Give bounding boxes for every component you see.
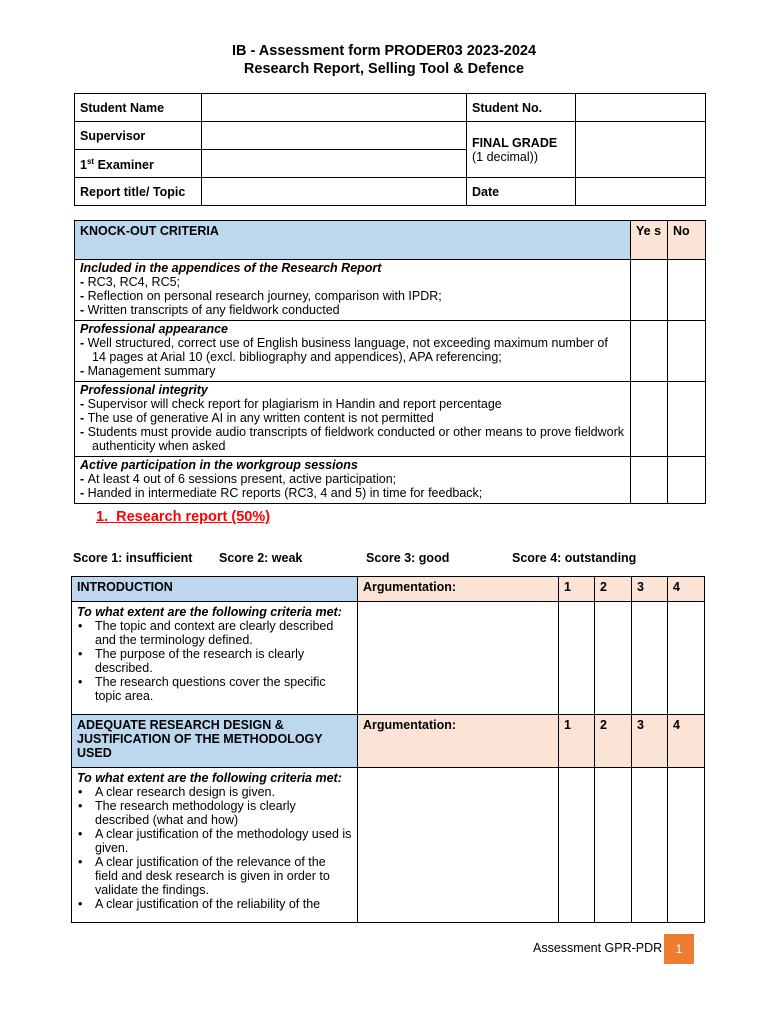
- score-cell-1[interactable]: [559, 768, 595, 923]
- knockout-section: [75, 457, 631, 504]
- report-title-field[interactable]: [202, 178, 467, 206]
- criteria-item: • A clear justification of the reliability of the: [77, 897, 352, 911]
- knockout-yes-checkbox[interactable]: [631, 382, 668, 457]
- report-title-label: Report title/ Topic: [75, 178, 202, 206]
- knockout-table: [74, 220, 706, 504]
- knockout-section-title: Professional integrity: [80, 383, 208, 397]
- knockout-no-checkbox[interactable]: [668, 457, 706, 504]
- criteria-item: • The topic and context are clearly described and the terminology defined.: [77, 619, 352, 647]
- title-line-2: Research Report, Selling Tool & Defence: [243, 61, 525, 77]
- knockout-section: [75, 321, 631, 382]
- score-col-2: 2: [595, 577, 632, 602]
- final-grade-label: FINAL GRADE: [472, 135, 558, 150]
- score-col-3: 3: [632, 715, 668, 768]
- knockout-item: - Reflection on personal research journey, comparison with IPDR;: [80, 289, 625, 303]
- knockout-item: - RC3, RC4, RC5;: [80, 275, 625, 289]
- score-col-4: 4: [668, 715, 705, 768]
- criteria-intro: To what extent are the following criteria met:: [77, 771, 342, 785]
- criteria-item: • A clear justification of the methodology used is given.: [77, 827, 352, 855]
- score-legend-3: Score 3: good: [366, 551, 450, 565]
- score-cell-2[interactable]: [595, 602, 632, 715]
- knockout-section-title: Included in the appendices of the Research Report: [80, 261, 382, 275]
- knockout-section: [75, 260, 631, 321]
- score-cell-2[interactable]: [595, 768, 632, 923]
- argumentation-header: Argumentation:: [358, 715, 559, 768]
- score-legend-2: Score 2: weak: [219, 551, 303, 565]
- criteria-cell: [72, 768, 358, 923]
- knockout-yes-checkbox[interactable]: [631, 457, 668, 504]
- date-field[interactable]: [576, 178, 706, 206]
- knockout-yes-header: Ye s: [631, 221, 668, 260]
- knockout-yes-checkbox[interactable]: [631, 321, 668, 382]
- date-label: Date: [467, 178, 576, 206]
- score-legend-4: Score 4: outstanding: [512, 551, 637, 565]
- title-line-1: IB - Assessment form PRODER03 2023-2024: [231, 43, 537, 59]
- knockout-item: - The use of generative AI in any written content is not permitted: [80, 411, 625, 425]
- knockout-section-title: Professional appearance: [80, 322, 228, 336]
- criteria-intro: To what extent are the following criteria met:: [77, 605, 342, 619]
- knockout-item: - Well structured, correct use of English business language, not exceeding maximum number of 14 pages at Arial 10 (excl. bibliography and appendices), APA referencing;: [80, 336, 625, 364]
- page-number-badge: 1: [664, 934, 694, 964]
- knockout-no-checkbox[interactable]: [668, 321, 706, 382]
- final-grade-cell: [467, 122, 576, 178]
- examiner-sup: st: [86, 156, 95, 166]
- criteria-item: • The research methodology is clearly described (what and how): [77, 799, 352, 827]
- score-col-1: 1: [559, 715, 595, 768]
- score-col-4: 4: [668, 577, 705, 602]
- score-col-1: 1: [559, 577, 595, 602]
- score-cell-1[interactable]: [559, 602, 595, 715]
- final-grade-note: (1 decimal)): [472, 149, 538, 164]
- knockout-item: - Supervisor will check report for plagiarism in Handin and report percentage: [80, 397, 625, 411]
- supervisor-label: Supervisor: [75, 122, 202, 150]
- student-name-label: Student Name: [75, 94, 202, 122]
- score-cell-4[interactable]: [668, 768, 705, 923]
- knockout-item: - Handed in intermediate RC reports (RC3, 4 and 5) in time for feedback;: [80, 486, 625, 500]
- research-report-table: [71, 576, 705, 923]
- score-cell-3[interactable]: [632, 768, 668, 923]
- knockout-item: - At least 4 out of 6 sessions present, active participation;: [80, 472, 625, 486]
- supervisor-field[interactable]: [202, 122, 467, 150]
- examiner-text: Examiner: [97, 158, 154, 173]
- knockout-yes-checkbox[interactable]: [631, 260, 668, 321]
- argumentation-field[interactable]: [358, 768, 559, 923]
- footer-label: Assessment GPR-PDR: [533, 941, 663, 955]
- knockout-header: KNOCK-OUT CRITERIA: [75, 221, 631, 260]
- section-header-introduction: INTRODUCTION: [72, 577, 358, 602]
- research-report-heading: 1. Research report (50%): [96, 509, 271, 525]
- page-title: [0, 42, 768, 78]
- section-header-research-design: ADEQUATE RESEARCH DESIGN & JUSTIFICATION OF THE METHODOLOGY USED: [72, 715, 358, 768]
- criteria-item: • A clear research design is given.: [77, 785, 352, 799]
- student-name-field[interactable]: [202, 94, 467, 122]
- student-no-field[interactable]: [576, 94, 706, 122]
- criteria-item: • The purpose of the research is clearly described.: [77, 647, 352, 675]
- criteria-cell: [72, 602, 358, 715]
- examiner-label: [75, 150, 202, 178]
- student-info-table: [74, 93, 706, 206]
- knockout-item: - Management summary: [80, 364, 625, 378]
- knockout-no-checkbox[interactable]: [668, 382, 706, 457]
- score-cell-4[interactable]: [668, 602, 705, 715]
- knockout-section-title: Active participation in the workgroup sessions: [80, 458, 358, 472]
- criteria-item: • The research questions cover the specific topic area.: [77, 675, 352, 703]
- examiner-prefix: 1: [80, 158, 87, 173]
- knockout-section: [75, 382, 631, 457]
- score-legend-1: Score 1: insufficient: [73, 551, 193, 565]
- criteria-item: • A clear justification of the relevance of the field and desk research is given in order to validate the findings.: [77, 855, 352, 897]
- knockout-item: - Students must provide audio transcripts of fieldwork conducted or other means to prove fieldwork authenticity when asked: [80, 425, 625, 453]
- knockout-item: - Written transcripts of any fieldwork conducted: [80, 303, 625, 317]
- score-cell-3[interactable]: [632, 602, 668, 715]
- student-no-label: Student No.: [467, 94, 576, 122]
- score-col-3: 3: [632, 577, 668, 602]
- knockout-no-header: No: [668, 221, 706, 260]
- score-col-2: 2: [595, 715, 632, 768]
- knockout-no-checkbox[interactable]: [668, 260, 706, 321]
- final-grade-field[interactable]: [576, 122, 706, 178]
- argumentation-header: Argumentation:: [358, 577, 559, 602]
- examiner-field[interactable]: [202, 150, 467, 178]
- argumentation-field[interactable]: [358, 602, 559, 715]
